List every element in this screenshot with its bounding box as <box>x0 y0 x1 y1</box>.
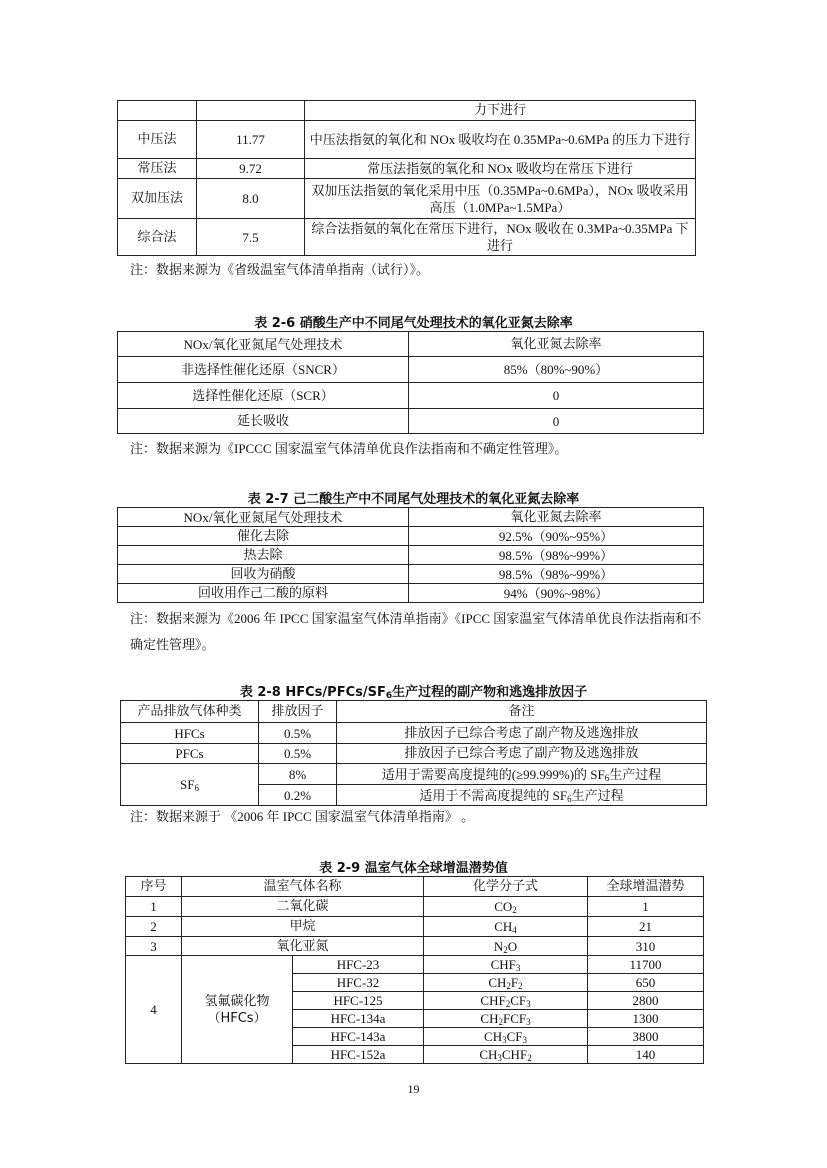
formula-subscript: 3 <box>526 999 531 1009</box>
technology-cell: 非选择性催化还原（SNCR） <box>118 357 409 383</box>
table-row <box>118 159 696 179</box>
column-header: 氧化亚氮去除率 <box>409 332 704 357</box>
table-row <box>118 101 696 121</box>
caption-subscript: 6 <box>385 691 393 701</box>
formula-subscript: 4 <box>512 925 517 935</box>
table-2-8 <box>120 700 707 806</box>
sub-name-cell: HFC-152a <box>293 1046 424 1064</box>
removal-rate-cell: 0 <box>409 383 704 409</box>
table-caption: 表 2-6 硝酸生产中不同尾气处理技术的氧化亚氮去除率 <box>254 316 573 331</box>
note-subscript: 6 <box>567 793 572 804</box>
number-cell: 2 <box>126 917 182 937</box>
formula-text: CHF <box>480 993 506 1008</box>
table-header-row <box>118 508 704 527</box>
group-abbr: （HFCs） <box>207 1010 267 1026</box>
table-row <box>121 744 707 764</box>
removal-rate-cell: 0 <box>409 409 704 434</box>
technology-cell: 选择性催化还原（SCR） <box>118 383 409 409</box>
value-cell: 8.0 <box>197 179 305 219</box>
table-header-row <box>121 701 707 723</box>
removal-rate-cell: 85%（80%~90%） <box>409 357 704 383</box>
method-cell: 常压法 <box>118 159 197 179</box>
gwp-cell: 310 <box>588 937 704 956</box>
formula-text: FCF <box>502 1011 527 1026</box>
factor-cell: 0.5% <box>259 744 337 764</box>
formula-text: CH <box>480 1011 499 1026</box>
source-note: 注：数据来源为《省级温室气体清单指南（试行）》。 <box>130 262 430 277</box>
note-cell: 综合法指氨的氧化在常压下进行，NOx 吸收在 0.3MPa~0.35MPa 下进行 <box>305 219 696 256</box>
formula-text: F <box>510 975 519 990</box>
formula-cell <box>424 897 588 917</box>
table-row <box>118 383 704 409</box>
column-header: 温室气体名称 <box>182 877 424 897</box>
table-row <box>118 357 704 383</box>
gwp-cell: 21 <box>588 917 704 937</box>
gwp-cell: 1300 <box>588 1010 704 1028</box>
technology-cell: 催化去除 <box>118 527 409 546</box>
table-2-6 <box>117 331 704 434</box>
note-text: 生产过程 <box>609 766 662 782</box>
factor-cell: 0.2% <box>259 785 337 806</box>
formula-cell <box>424 937 588 956</box>
note-cell <box>337 764 707 785</box>
table-row <box>118 527 704 546</box>
formula-cell <box>424 1046 588 1064</box>
source-note: 注：数据来源为《IPCCC 国家温室气体清单优良作法指南和不确定性管理》。 <box>130 441 568 456</box>
formula-subscript: 2 <box>518 981 523 991</box>
technology-cell: 热去除 <box>118 546 409 565</box>
table-row <box>118 565 704 584</box>
column-header: 化学分子式 <box>424 877 588 897</box>
removal-rate-cell: 98.5%（98%~99%） <box>409 565 704 584</box>
source-note: 注：数据来源为《2006 年 IPCC 国家温室气体清单指南》《IPCC 国家温室气体清单优良作法指南和不确定性管理》。 <box>130 611 702 652</box>
note-cell: 排放因子已综合考虑了副产物及逃逸排放 <box>337 744 707 764</box>
technology-cell: 回收用作己二酸的原料 <box>118 584 409 603</box>
table-row <box>118 546 704 565</box>
number-cell: 1 <box>126 897 182 917</box>
gwp-cell: 1 <box>588 897 704 917</box>
technology-cell: 回收为硝酸 <box>118 565 409 584</box>
column-header: 全球增温潜势 <box>588 877 704 897</box>
table-header-row <box>126 877 704 897</box>
formula-text: CH <box>479 1047 498 1062</box>
formula-subscript: 2 <box>527 1053 532 1063</box>
caption-text: 生产过程的副产物和逃逸排放因子 <box>392 685 588 700</box>
column-header: 序号 <box>126 877 182 897</box>
gas-name-cell: 二氧化碳 <box>182 897 424 917</box>
value-cell: 9.72 <box>197 159 305 179</box>
formula-subscript: 2 <box>498 1017 503 1027</box>
gas-cell: PFCs <box>121 744 259 764</box>
gwp-cell: 2800 <box>588 992 704 1010</box>
formula-subscript: 2 <box>506 981 511 991</box>
formula-cell <box>424 917 588 937</box>
gas-name: SF <box>180 777 195 792</box>
sub-name-cell: HFC-23 <box>293 956 424 974</box>
formula-subscript: 2 <box>512 905 517 915</box>
column-header: 备注 <box>337 701 707 723</box>
table-row <box>126 897 704 917</box>
formula-subscript: 3 <box>522 1035 527 1045</box>
table-row <box>118 584 704 603</box>
formula-subscript: 3 <box>515 963 521 973</box>
note-cell <box>337 785 707 806</box>
table-caption: 表 2-7 己二酸生产中不同尾气处理技术的氧化亚氮去除率 <box>247 492 580 507</box>
formula-text: CHF <box>490 957 516 972</box>
column-header: 排放因子 <box>259 701 337 723</box>
table-row <box>118 179 696 219</box>
column-header: 产品排放气体种类 <box>121 701 259 723</box>
number-cell: 4 <box>126 956 182 1064</box>
table-caption: 表 2-9 温室气体全球增温潜势值 <box>319 861 508 876</box>
sub-name-cell: HFC-143a <box>293 1028 424 1046</box>
note-text: 生产过程 <box>571 787 624 803</box>
table-row <box>118 219 696 256</box>
formula-subscript: 3 <box>497 1053 502 1063</box>
table-2-7 <box>117 507 704 603</box>
formula-text: CH <box>494 919 513 934</box>
formula-text: CH <box>488 975 507 990</box>
column-header: NOx/氧化亚氮尾气处理技术 <box>118 508 409 527</box>
column-header: 氧化亚氮去除率 <box>409 508 704 527</box>
formula-text: CF <box>510 993 527 1008</box>
method-cell: 中压法 <box>118 121 197 159</box>
gwp-cell: 3800 <box>588 1028 704 1046</box>
table-row <box>121 764 707 785</box>
table-caption <box>0 681 827 700</box>
table-row <box>118 121 696 159</box>
value-cell: 11.77 <box>197 121 305 159</box>
source-note: 注：数据来源于 《2006 年 IPCC 国家温室气体清单指南》 。 <box>130 809 475 824</box>
table-row <box>126 937 704 956</box>
value-cell <box>197 101 305 121</box>
formula-subscript: 2 <box>503 944 508 955</box>
note-cell: 双加压法指氨的氧化采用中压（0.35MPa~0.6MPa），NOx 吸收采用高压（1.0MPa~1.5MPa） <box>305 179 696 219</box>
caption-text: 表 2-8 HFCs/PFCs/SF <box>239 685 386 700</box>
gas-name-cell: 甲烷 <box>182 917 424 937</box>
factor-cell: 8% <box>259 764 337 785</box>
method-cell <box>118 101 197 121</box>
note-cell: 常压法指氨的氧化和 NOx 吸收均在常压下进行 <box>305 159 696 179</box>
column-header: NOx/氧化亚氮尾气处理技术 <box>118 332 409 357</box>
factor-cell: 0.5% <box>259 723 337 744</box>
table-2-5-continued <box>117 100 696 256</box>
removal-rate-cell: 98.5%（98%~99%） <box>409 546 704 565</box>
sub-name-cell: HFC-32 <box>293 974 424 992</box>
formula-subscript: 2 <box>505 999 511 1009</box>
note-text: 适用于不需高度提纯的 SF <box>419 787 568 803</box>
note-subscript: 6 <box>604 772 610 783</box>
page-number: 19 <box>407 1082 420 1096</box>
formula-cell <box>424 1010 588 1028</box>
removal-rate-cell: 94%（90%~98%） <box>409 584 704 603</box>
gas-cell: HFCs <box>121 723 259 744</box>
table-row <box>126 956 704 974</box>
gwp-cell: 140 <box>588 1046 704 1064</box>
formula-subscript: 3 <box>526 1017 531 1027</box>
technology-cell: 延长吸收 <box>118 409 409 434</box>
value-cell: 7.5 <box>197 219 305 256</box>
formula-cell <box>424 956 588 974</box>
table-header-row <box>118 332 704 357</box>
table-row <box>118 409 704 434</box>
gwp-cell: 650 <box>588 974 704 992</box>
table-row <box>126 917 704 937</box>
formula-cell <box>424 974 588 992</box>
table-2-9 <box>125 876 704 1064</box>
gas-subscript: 6 <box>194 783 199 793</box>
sub-name-cell: HFC-125 <box>293 992 424 1010</box>
method-cell: 综合法 <box>118 219 197 256</box>
formula-text: CH <box>484 1029 503 1044</box>
number-cell: 3 <box>126 937 182 956</box>
note-cell: 排放因子已综合考虑了副产物及逃逸排放 <box>337 723 707 744</box>
formula-text: CO <box>494 899 513 914</box>
gas-name-cell <box>182 956 293 1064</box>
formula-text: CF <box>506 1029 523 1044</box>
formula-text: CHF <box>501 1047 528 1062</box>
table-row <box>121 723 707 744</box>
formula-subscript: 3 <box>502 1035 507 1045</box>
note-cell: 中压法指氨的氧化和 NOx 吸收均在 0.35MPa~0.6MPa 的压力下进行 <box>305 121 696 159</box>
gas-cell <box>121 764 259 806</box>
formula-text: N <box>493 938 504 954</box>
formula-cell <box>424 992 588 1010</box>
removal-rate-cell: 92.5%（90%~95%） <box>409 527 704 546</box>
gas-name-cell: 氧化亚氮 <box>182 937 424 956</box>
formula-text: O <box>507 938 518 954</box>
formula-cell <box>424 1028 588 1046</box>
method-cell: 双加压法 <box>118 179 197 219</box>
gwp-cell: 11700 <box>588 956 704 974</box>
sub-name-cell: HFC-134a <box>293 1010 424 1028</box>
group-name: 氢氟碳化物 <box>204 993 270 1009</box>
note-cell: 力下进行 <box>305 101 696 121</box>
note-text: 适用于需要高度提纯的(≥99.999%)的 SF <box>381 766 605 782</box>
